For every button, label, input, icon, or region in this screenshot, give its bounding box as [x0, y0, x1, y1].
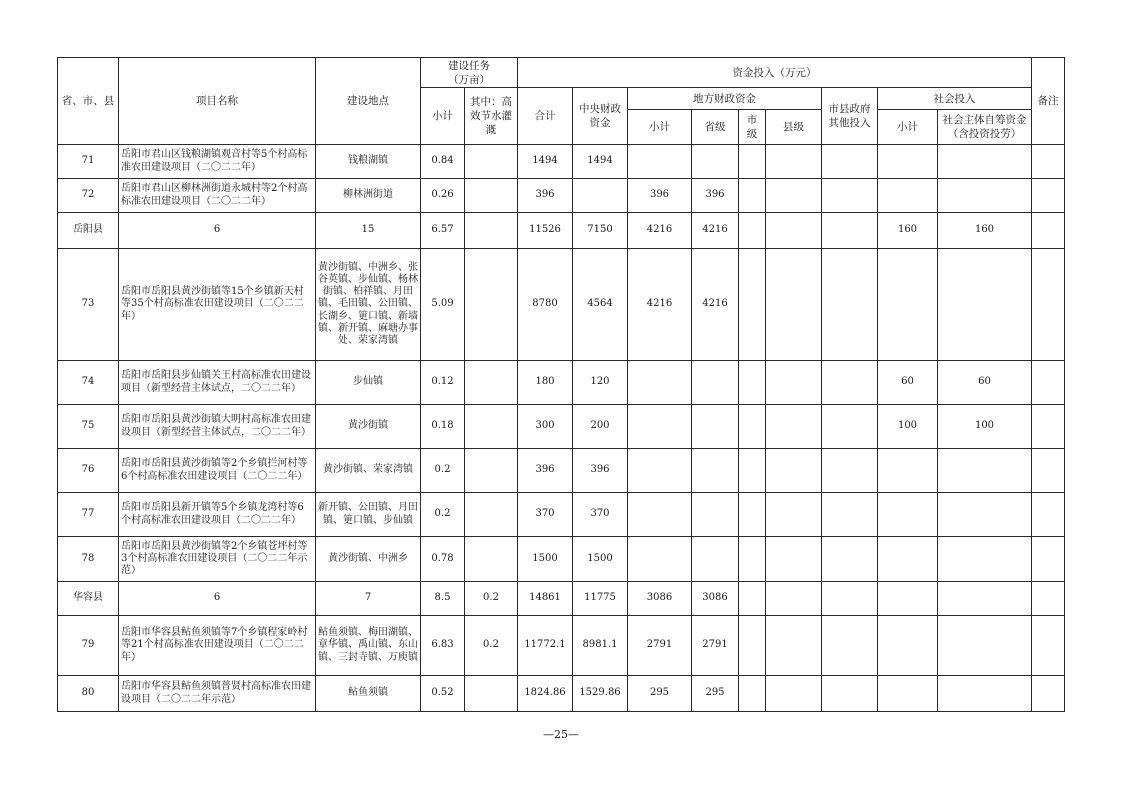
table-body	[58, 145, 1065, 712]
project-name-cell: 岳阳市岳阳县黄沙街镇大明村高标准农田建设项目（新型经营主体试点，二〇二二年）	[119, 405, 316, 449]
location-cell: 新开镇、公田镇、月田镇、筻口镇、步仙镇	[316, 493, 421, 537]
total-cell: 1500	[518, 537, 573, 582]
table-row	[58, 145, 1065, 179]
location-cell: 鲇鱼须镇	[316, 676, 421, 712]
total-cell: 11772.1	[518, 616, 573, 676]
project-count-cell: 6	[119, 582, 316, 616]
total-cell: 11526	[518, 213, 573, 249]
table-row	[58, 405, 1065, 449]
header-county: 县级	[766, 110, 822, 145]
county-cell	[766, 493, 822, 537]
social-self-raised-cell	[938, 249, 1032, 361]
provincial-cell	[692, 449, 739, 493]
city-county-other-cell	[822, 179, 878, 213]
task-subtotal-cell: 5.09	[421, 249, 465, 361]
provincial-cell	[692, 405, 739, 449]
row-number-cell: 79	[58, 616, 119, 676]
remark-cell	[1032, 616, 1065, 676]
row-number-cell: 80	[58, 676, 119, 712]
remark-cell	[1032, 213, 1065, 249]
header-task-subtotal: 小计	[421, 88, 465, 145]
city-cell	[739, 249, 766, 361]
city-county-other-cell	[822, 582, 878, 616]
provincial-cell	[692, 493, 739, 537]
local-subtotal-cell	[628, 361, 692, 405]
county-cell	[766, 449, 822, 493]
total-cell: 1824.86	[518, 676, 573, 712]
social-subtotal-cell: 160	[878, 213, 938, 249]
location-cell: 步仙镇	[316, 361, 421, 405]
efficient-irrigation-cell: 0.2	[465, 616, 518, 676]
remark-cell	[1032, 361, 1065, 405]
remark-cell	[1032, 249, 1065, 361]
local-subtotal-cell	[628, 145, 692, 179]
central-funds-cell: 200	[573, 405, 628, 449]
central-funds-cell: 4564	[573, 249, 628, 361]
social-subtotal-cell	[878, 537, 938, 582]
page	[57, 57, 1064, 712]
row-number-cell: 78	[58, 537, 119, 582]
location-cell: 黄沙街镇	[316, 405, 421, 449]
provincial-cell: 3086	[692, 582, 739, 616]
social-self-raised-cell: 160	[938, 213, 1032, 249]
task-subtotal-cell: 0.52	[421, 676, 465, 712]
social-self-raised-cell: 100	[938, 405, 1032, 449]
city-county-other-cell	[822, 537, 878, 582]
table-row	[58, 449, 1065, 493]
header-funds: 资金投入（万元）	[518, 58, 1032, 88]
table-row	[58, 361, 1065, 405]
efficient-irrigation-cell	[465, 493, 518, 537]
header-location: 建设地点	[316, 58, 421, 145]
efficient-irrigation-cell: 0.2	[465, 582, 518, 616]
efficient-irrigation-cell	[465, 145, 518, 179]
location-cell: 钱粮湖镇	[316, 145, 421, 179]
row-number-cell: 77	[58, 493, 119, 537]
header-total: 合计	[518, 88, 573, 145]
city-cell	[739, 405, 766, 449]
local-subtotal-cell: 4216	[628, 249, 692, 361]
header-construction-task: 建设任务 （万亩）	[421, 58, 518, 88]
county-cell	[766, 537, 822, 582]
social-subtotal-cell	[878, 179, 938, 213]
project-name-cell: 岳阳市华容县鲇鱼须镇普贤村高标准农田建设项目（二〇二二年示范）	[119, 676, 316, 712]
region-cell: 岳阳县	[58, 213, 119, 249]
provincial-cell: 295	[692, 676, 739, 712]
table-row	[58, 676, 1065, 712]
header-central-funds: 中央财政资金	[573, 88, 628, 145]
project-name-cell: 岳阳市岳阳县黄沙街镇等2个乡镇拦河村等6个村高标准农田建设项目（二〇二二年）	[119, 449, 316, 493]
task-subtotal-cell: 0.26	[421, 179, 465, 213]
project-name-cell: 岳阳市岳阳县黄沙街镇等2个乡镇苍坪村等3个村高标准农田建设项目（二〇二二年示范）	[119, 537, 316, 582]
local-subtotal-cell	[628, 493, 692, 537]
total-cell: 396	[518, 449, 573, 493]
county-cell	[766, 145, 822, 179]
provincial-cell	[692, 145, 739, 179]
total-cell: 370	[518, 493, 573, 537]
project-name-cell: 岳阳市君山区柳林洲街道永城村等2个村高标准农田建设项目（二〇二二年）	[119, 179, 316, 213]
efficient-irrigation-cell	[465, 249, 518, 361]
efficient-irrigation-cell	[465, 213, 518, 249]
header-city-county-other: 市县政府其他投入	[822, 88, 878, 145]
project-name-cell: 岳阳市岳阳县新开镇等5个乡镇龙湾村等6个村高标准农田建设项目（二〇二二年）	[119, 493, 316, 537]
efficient-irrigation-cell	[465, 361, 518, 405]
central-funds-cell: 1529.86	[573, 676, 628, 712]
city-cell	[739, 179, 766, 213]
total-cell: 14861	[518, 582, 573, 616]
county-cell	[766, 616, 822, 676]
remark-cell	[1032, 676, 1065, 712]
region-cell: 华容县	[58, 582, 119, 616]
central-funds-cell: 396	[573, 449, 628, 493]
local-subtotal-cell: 2791	[628, 616, 692, 676]
task-subtotal-cell: 0.18	[421, 405, 465, 449]
total-cell: 396	[518, 179, 573, 213]
social-self-raised-cell	[938, 582, 1032, 616]
task-subtotal-cell: 0.78	[421, 537, 465, 582]
local-subtotal-cell: 295	[628, 676, 692, 712]
total-cell: 1494	[518, 145, 573, 179]
row-number-cell: 73	[58, 249, 119, 361]
total-cell: 8780	[518, 249, 573, 361]
city-cell	[739, 676, 766, 712]
provincial-cell: 396	[692, 179, 739, 213]
village-count-cell: 15	[316, 213, 421, 249]
village-count-cell: 7	[316, 582, 421, 616]
county-cell	[766, 213, 822, 249]
city-cell	[739, 582, 766, 616]
table-header	[58, 58, 1065, 145]
funding-table	[57, 57, 1065, 712]
provincial-cell: 4216	[692, 213, 739, 249]
remark-cell	[1032, 145, 1065, 179]
task-subtotal-cell: 6.57	[421, 213, 465, 249]
remark-cell	[1032, 493, 1065, 537]
header-efficient-irrigation: 其中：高效节水灌溉	[465, 88, 518, 145]
central-funds-cell	[573, 179, 628, 213]
task-subtotal-cell: 8.5	[421, 582, 465, 616]
header-local-funds: 地方财政资金	[628, 88, 822, 110]
city-county-other-cell	[822, 249, 878, 361]
central-funds-cell: 7150	[573, 213, 628, 249]
project-name-cell: 岳阳市岳阳县步仙镇关王村高标准农田建设项目（新型经营主体试点，二〇二二年）	[119, 361, 316, 405]
task-subtotal-cell: 0.12	[421, 361, 465, 405]
social-self-raised-cell	[938, 493, 1032, 537]
efficient-irrigation-cell	[465, 179, 518, 213]
provincial-cell: 2791	[692, 616, 739, 676]
row-number-cell: 74	[58, 361, 119, 405]
task-subtotal-cell: 0.2	[421, 493, 465, 537]
social-subtotal-cell	[878, 493, 938, 537]
header-social-subtotal: 小计	[878, 110, 938, 145]
header-remark: 备注	[1032, 58, 1065, 145]
social-self-raised-cell	[938, 449, 1032, 493]
table-row	[58, 537, 1065, 582]
central-funds-cell: 11775	[573, 582, 628, 616]
header-project-name: 项目名称	[119, 58, 316, 145]
city-cell	[739, 449, 766, 493]
city-county-other-cell	[822, 213, 878, 249]
row-number-cell: 76	[58, 449, 119, 493]
table-row	[58, 616, 1065, 676]
efficient-irrigation-cell	[465, 449, 518, 493]
provincial-cell: 4216	[692, 249, 739, 361]
remark-cell	[1032, 537, 1065, 582]
table-row	[58, 493, 1065, 537]
project-count-cell: 6	[119, 213, 316, 249]
local-subtotal-cell: 3086	[628, 582, 692, 616]
social-subtotal-cell	[878, 582, 938, 616]
task-subtotal-cell: 6.83	[421, 616, 465, 676]
social-subtotal-cell	[878, 676, 938, 712]
city-county-other-cell	[822, 493, 878, 537]
social-self-raised-cell	[938, 145, 1032, 179]
social-self-raised-cell	[938, 616, 1032, 676]
header-social-investment: 社会投入	[878, 88, 1032, 110]
remark-cell	[1032, 405, 1065, 449]
provincial-cell	[692, 537, 739, 582]
location-cell: 鲇鱼须镇、梅田湖镇、章华镇、禹山镇、东山镇、三封寺镇、万庾镇	[316, 616, 421, 676]
city-county-other-cell	[822, 449, 878, 493]
county-summary-row	[58, 213, 1065, 249]
provincial-cell	[692, 361, 739, 405]
task-subtotal-cell: 0.2	[421, 449, 465, 493]
city-county-other-cell	[822, 405, 878, 449]
header-provincial: 省级	[692, 110, 739, 145]
social-self-raised-cell	[938, 537, 1032, 582]
header-local-subtotal: 小计	[628, 110, 692, 145]
social-subtotal-cell	[878, 616, 938, 676]
city-county-other-cell	[822, 616, 878, 676]
central-funds-cell: 1494	[573, 145, 628, 179]
location-cell: 柳林洲街道	[316, 179, 421, 213]
local-subtotal-cell: 396	[628, 179, 692, 213]
row-number-cell: 72	[58, 179, 119, 213]
project-name-cell: 岳阳市岳阳县黄沙街镇等15个乡镇新天村等35个村高标准农田建设项目（二〇二二年）	[119, 249, 316, 361]
remark-cell	[1032, 582, 1065, 616]
city-cell	[739, 616, 766, 676]
city-county-other-cell	[822, 361, 878, 405]
page-number: —25—	[543, 728, 579, 741]
social-subtotal-cell	[878, 249, 938, 361]
social-subtotal-cell	[878, 145, 938, 179]
central-funds-cell: 370	[573, 493, 628, 537]
project-name-cell: 岳阳市君山区钱粮湖镇观音村等5个村高标准农田建设项目（二〇二二年）	[119, 145, 316, 179]
row-number-cell: 75	[58, 405, 119, 449]
efficient-irrigation-cell	[465, 537, 518, 582]
city-county-other-cell	[822, 676, 878, 712]
central-funds-cell: 8981.1	[573, 616, 628, 676]
row-number-cell: 71	[58, 145, 119, 179]
location-cell: 黄沙街镇、中洲乡、张谷英镇、步仙镇、杨林街镇、柏祥镇、月田镇、毛田镇、公田镇、长湖乡、筻口镇、新墙镇、新开镇、麻塘办事处、荣家湾镇	[316, 249, 421, 361]
social-self-raised-cell	[938, 676, 1032, 712]
social-self-raised-cell	[938, 179, 1032, 213]
social-subtotal-cell: 60	[878, 361, 938, 405]
table-row	[58, 249, 1065, 361]
city-cell	[739, 361, 766, 405]
county-cell	[766, 249, 822, 361]
local-subtotal-cell	[628, 537, 692, 582]
city-cell	[739, 213, 766, 249]
county-cell	[766, 179, 822, 213]
remark-cell	[1032, 179, 1065, 213]
city-cell	[739, 493, 766, 537]
county-cell	[766, 676, 822, 712]
project-name-cell: 岳阳市华容县鲇鱼须镇等7个乡镇程家岭村等21个村高标准农田建设项目（二〇二二年）	[119, 616, 316, 676]
header-city: 市级	[739, 110, 766, 145]
social-subtotal-cell: 100	[878, 405, 938, 449]
city-cell	[739, 537, 766, 582]
local-subtotal-cell	[628, 405, 692, 449]
local-subtotal-cell: 4216	[628, 213, 692, 249]
county-summary-row	[58, 582, 1065, 616]
total-cell: 300	[518, 405, 573, 449]
city-cell	[739, 145, 766, 179]
header-region: 省、市、县	[58, 58, 119, 145]
efficient-irrigation-cell	[465, 405, 518, 449]
county-cell	[766, 582, 822, 616]
local-subtotal-cell	[628, 449, 692, 493]
central-funds-cell: 120	[573, 361, 628, 405]
remark-cell	[1032, 449, 1065, 493]
efficient-irrigation-cell	[465, 676, 518, 712]
city-county-other-cell	[822, 145, 878, 179]
task-subtotal-cell: 0.84	[421, 145, 465, 179]
social-self-raised-cell: 60	[938, 361, 1032, 405]
location-cell: 黄沙街镇、中洲乡	[316, 537, 421, 582]
social-subtotal-cell	[878, 449, 938, 493]
total-cell: 180	[518, 361, 573, 405]
county-cell	[766, 405, 822, 449]
location-cell: 黄沙街镇、荣家湾镇	[316, 449, 421, 493]
header-social-self-raised: 社会主体自筹资金（含投资投劳）	[938, 110, 1032, 145]
central-funds-cell: 1500	[573, 537, 628, 582]
county-cell	[766, 361, 822, 405]
table-row	[58, 179, 1065, 213]
